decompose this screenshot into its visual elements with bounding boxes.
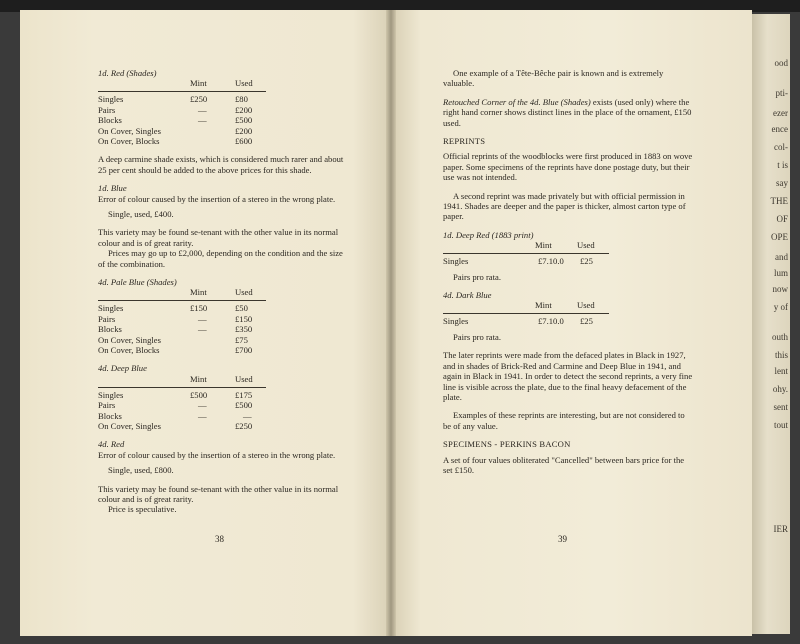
paragraph: One example of a Tête-Bêche pair is known and is extremely valuable. xyxy=(443,68,664,89)
used-price: £200 xyxy=(235,125,253,136)
next-page-fragment: lum xyxy=(773,268,788,278)
next-page-fragment: pti- xyxy=(775,88,788,98)
paragraph: This variety may be found se-tenant with the other value in its normal colour and is of great rarity. xyxy=(98,483,339,504)
used-column-header: Used xyxy=(235,287,253,298)
row-label: Singles xyxy=(443,316,469,327)
section-title: 4d. Red xyxy=(98,439,125,450)
mint-column-header: Mint xyxy=(535,240,552,251)
paragraph: This variety may be found se-tenant with the other value in its normal colour and is of great rarity. xyxy=(98,227,339,248)
row-label: Pairs xyxy=(98,400,116,411)
table-row xyxy=(98,136,348,146)
row-label: Singles xyxy=(98,389,124,400)
paragraph: Pairs pro rata. xyxy=(453,271,501,282)
table-row xyxy=(98,411,348,421)
row-label: Singles xyxy=(98,303,124,314)
table-row xyxy=(98,115,348,125)
row-label: On Cover, Singles xyxy=(98,125,161,136)
paragraph: The later reprints were made from the defaced plates in Black in 1927, and in shades of Brick-Red and Carmine and Deep Blue in 1941, and again in Black in 1941. In order to detect the second reprints, a very fine line is visible across the plate, due to the final heavy defacement of the plate. xyxy=(443,350,693,402)
page-number: 38 xyxy=(215,534,224,544)
table-row xyxy=(98,400,348,410)
row-label: Pairs xyxy=(98,104,116,115)
row-label: Blocks xyxy=(98,115,122,126)
table-row xyxy=(98,94,348,104)
next-page-fragment: IER xyxy=(773,524,788,534)
table-row xyxy=(443,316,693,326)
table-row xyxy=(443,256,693,266)
price-table xyxy=(98,390,348,432)
table-rule xyxy=(443,313,609,314)
mint-price: — xyxy=(198,400,207,411)
next-page-fragment: ezer xyxy=(773,108,788,118)
price-table-header xyxy=(98,78,348,90)
next-page-fragment: THE xyxy=(770,196,788,206)
next-page-fragment: tout xyxy=(773,420,788,430)
section-title: 4d. Dark Blue xyxy=(443,290,492,301)
section-title: 1d. Deep Red (1883 print) xyxy=(443,229,534,240)
next-page-fragment: now xyxy=(772,284,788,294)
retouch-text: exists (used only) where the right hand corner shows distinct lines in the place of the ornament, £150 used. xyxy=(443,96,692,128)
row-label: Blocks xyxy=(98,410,122,421)
next-page-edge xyxy=(752,14,790,634)
mint-price: £7.10.0 xyxy=(538,316,564,327)
table-row xyxy=(98,345,348,355)
paragraph: Examples of these reprints are interesting, but are not considered to be of any value. xyxy=(443,410,685,431)
paragraph xyxy=(443,97,693,128)
used-price: £25 xyxy=(580,316,593,327)
row-label: On Cover, Blocks xyxy=(98,135,160,146)
table-row xyxy=(98,126,348,136)
next-page-fragment: sent xyxy=(773,402,788,412)
table-row xyxy=(98,105,348,115)
right-page-text xyxy=(443,68,693,475)
price-table-header xyxy=(443,240,693,252)
section-heading: SPECIMENS - PERKINS BACON xyxy=(443,439,571,450)
row-label: Singles xyxy=(443,256,469,267)
next-page-fragment: lent xyxy=(774,366,788,376)
mint-price: — xyxy=(198,115,207,126)
paragraph: A set of four values obliterated "Cancelled" between bars price for the set £150. xyxy=(443,454,685,475)
section-title: 1d. Blue xyxy=(98,183,127,194)
price-table-header xyxy=(443,300,693,312)
table-rule xyxy=(98,300,266,301)
used-price: £175 xyxy=(235,389,253,400)
paragraph: Error of colour caused by the insertion of a stereo in the wrong plate. xyxy=(98,449,336,460)
used-price: £200 xyxy=(235,104,253,115)
used-price: £600 xyxy=(235,135,253,146)
retouch-title: Retouched Corner of the 4d. Blue (Shades) xyxy=(443,96,591,107)
row-label: Singles xyxy=(98,94,124,105)
next-page-fragment: t is xyxy=(777,160,788,170)
mint-price: £150 xyxy=(190,303,208,314)
book-gutter xyxy=(386,10,396,636)
section-heading: REPRINTS xyxy=(443,136,486,147)
page-number: 39 xyxy=(558,534,567,544)
next-page-fragment: ence xyxy=(771,124,788,134)
table-row xyxy=(98,390,348,400)
used-price: £250 xyxy=(235,420,253,431)
used-price: £25 xyxy=(580,256,593,267)
paragraph: Official reprints of the woodblocks were first produced in 1883 on wove paper. Some specimens of the reprints have done postage duty, but their use was not intended. xyxy=(443,151,693,183)
used-price: £350 xyxy=(235,324,253,335)
section-title: 4d. Deep Blue xyxy=(98,363,147,374)
used-price: £150 xyxy=(235,313,253,324)
section-title: 1d. Red (Shades) xyxy=(98,68,157,78)
mint-column-header: Mint xyxy=(190,373,207,384)
mint-price: £500 xyxy=(190,389,208,400)
mint-column-header: Mint xyxy=(190,287,207,298)
table-rule xyxy=(98,91,266,92)
paragraph: Price is speculative. xyxy=(108,504,177,515)
price-table xyxy=(98,303,348,355)
table-row xyxy=(98,314,348,324)
next-page-fragment: ohy. xyxy=(772,384,788,394)
mint-price: £250 xyxy=(190,94,208,105)
mint-price: — xyxy=(198,313,207,324)
used-column-header: Used xyxy=(577,240,595,251)
used-column-header: Used xyxy=(235,373,253,384)
next-page-fragment: OPE xyxy=(770,232,788,242)
next-page-fragment: col- xyxy=(774,142,788,152)
used-price: £700 xyxy=(235,344,253,355)
used-price: £500 xyxy=(235,400,253,411)
next-page-fragment: outh xyxy=(771,332,788,342)
mint-price: — xyxy=(198,410,207,421)
mint-price: — xyxy=(198,104,207,115)
paragraph: Prices may go up to £2,000, depending on the condition and the size of the combination. xyxy=(98,248,343,269)
row-label: On Cover, Singles xyxy=(98,420,161,431)
table-row xyxy=(98,421,348,431)
price-table-header xyxy=(98,287,348,299)
paragraph: A second reprint was made privately but with official permission in 1941. Shades are deeper and the paper is thicker, almost carton type of paper. xyxy=(443,190,686,222)
next-page-fragment: y of xyxy=(773,302,788,312)
price-table-header xyxy=(98,374,348,386)
table-row xyxy=(98,335,348,345)
paragraph: Error of colour caused by the insertion of a stereo in the wrong plate. xyxy=(98,193,336,204)
used-column-header: Used xyxy=(577,300,595,311)
used-price: £50 xyxy=(235,303,248,314)
next-page-fragment: ood xyxy=(774,58,788,68)
paragraph: A deep carmine shade exists, which is considered much rarer and about 25 per cent should be added to the above prices for this shade. xyxy=(98,154,344,175)
table-row xyxy=(98,324,348,334)
table-row xyxy=(98,303,348,313)
used-price: £75 xyxy=(235,334,248,345)
mint-column-header: Mint xyxy=(190,78,207,89)
paragraph: Single, used, £400. xyxy=(108,208,174,219)
row-label: Pairs xyxy=(98,313,116,324)
price-table xyxy=(98,94,348,146)
paragraph: Pairs pro rata. xyxy=(453,331,501,342)
used-price: £500 xyxy=(235,115,253,126)
row-label: On Cover, Singles xyxy=(98,334,161,345)
used-column-header: Used xyxy=(235,78,253,89)
row-label: Blocks xyxy=(98,324,122,335)
mint-price: — xyxy=(198,324,207,335)
mint-column-header: Mint xyxy=(535,300,552,311)
table-rule xyxy=(98,387,266,388)
paragraph: Single, used, £800. xyxy=(108,465,174,476)
next-page-fragment: say xyxy=(776,178,788,188)
section-title: 4d. Pale Blue (Shades) xyxy=(98,277,177,288)
next-page-fragment: and xyxy=(775,252,788,262)
table-rule xyxy=(443,253,609,254)
row-label: On Cover, Blocks xyxy=(98,344,160,355)
next-page-fragment: this xyxy=(774,350,788,360)
used-price: — xyxy=(243,410,252,421)
left-page-text xyxy=(98,68,348,515)
used-price: £80 xyxy=(235,94,248,105)
next-page-fragment: OF xyxy=(776,214,788,224)
mint-price: £7.10.0 xyxy=(538,256,564,267)
